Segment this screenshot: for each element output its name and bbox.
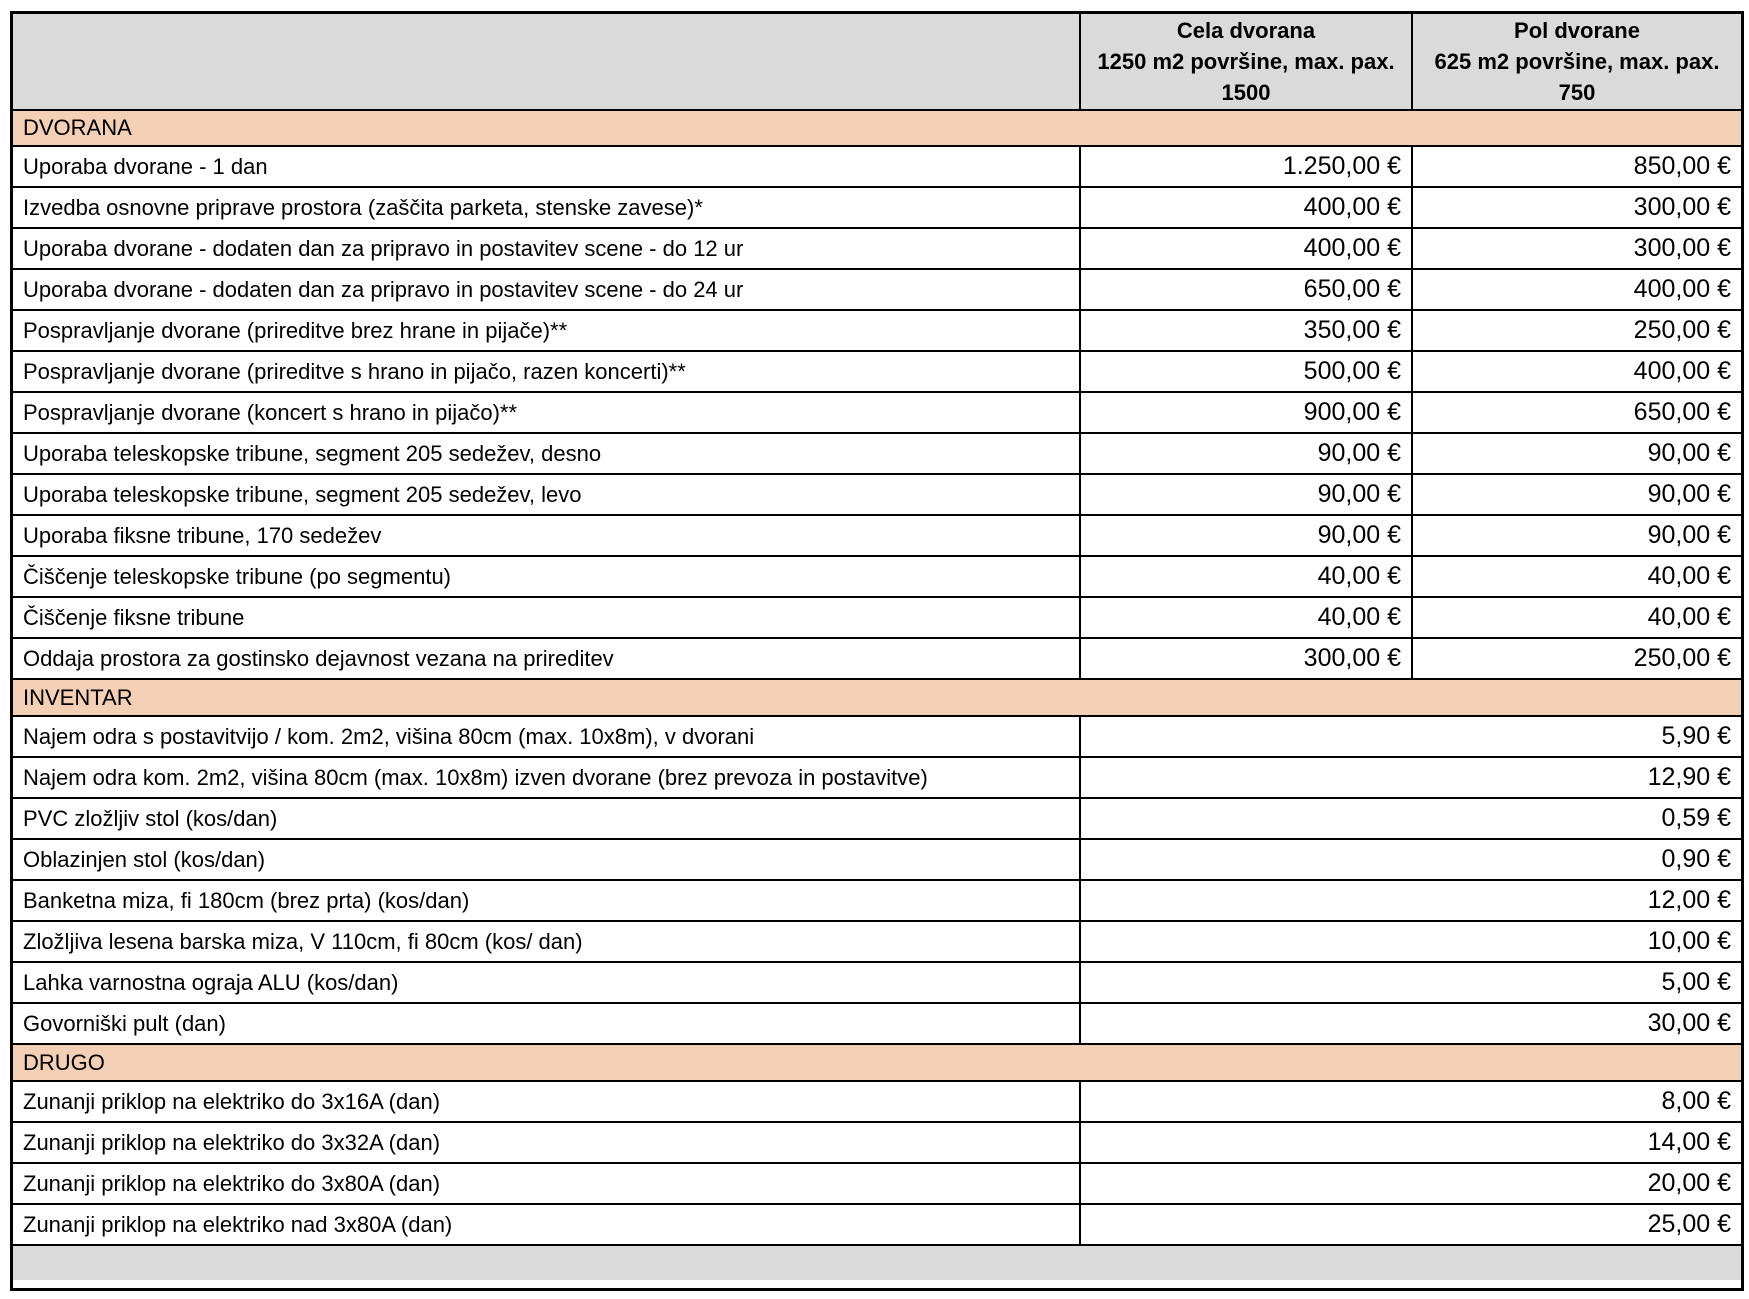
- price-pol: 300,00 €: [1412, 187, 1741, 228]
- item-label: Čiščenje teleskopske tribune (po segmentu): [13, 556, 1080, 597]
- item-label: Zunanji priklop na elektriko nad 3x80A (dan): [13, 1204, 1080, 1245]
- price-cela: 900,00 €: [1080, 392, 1412, 433]
- item-label: Čiščenje fiksne tribune: [13, 597, 1080, 638]
- section-title: DVORANA: [13, 110, 1741, 146]
- price-cell: 5,90 €: [1080, 716, 1741, 757]
- price-sheet: [10, 11, 1744, 1291]
- price-cela: 90,00 €: [1080, 433, 1412, 474]
- price-cela: 400,00 €: [1080, 228, 1412, 269]
- price-cell: 14,00 €: [1080, 1122, 1741, 1163]
- table-row: [13, 1003, 1741, 1044]
- header-cela-area: 1250 m2 površine, max. pax.: [1097, 49, 1395, 74]
- price-cela: 650,00 €: [1080, 269, 1412, 310]
- item-label: Pospravljanje dvorane (prireditve brez hrane in pijače)**: [13, 310, 1080, 351]
- table-row: [13, 310, 1741, 351]
- table-row: [13, 187, 1741, 228]
- price-cela: 90,00 €: [1080, 474, 1412, 515]
- header-row: [13, 14, 1741, 110]
- item-label: Najem odra kom. 2m2, višina 80cm (max. 10x8m) izven dvorane (brez prevoza in postavitve): [13, 757, 1080, 798]
- price-cela: 90,00 €: [1080, 515, 1412, 556]
- price-pol: 90,00 €: [1412, 515, 1741, 556]
- item-label: Izvedba osnovne priprave prostora (zaščita parketa, stenske zavese)*: [13, 187, 1080, 228]
- price-pol: 90,00 €: [1412, 474, 1741, 515]
- price-pol: 40,00 €: [1412, 556, 1741, 597]
- table-row: [13, 228, 1741, 269]
- item-label: Uporaba teleskopske tribune, segment 205 sedežev, levo: [13, 474, 1080, 515]
- price-cell: 20,00 €: [1080, 1163, 1741, 1204]
- item-label: Uporaba fiksne tribune, 170 sedežev: [13, 515, 1080, 556]
- table-row: [13, 1204, 1741, 1245]
- price-cell: 0,90 €: [1080, 839, 1741, 880]
- price-pol: 400,00 €: [1412, 269, 1741, 310]
- price-pol: 40,00 €: [1412, 597, 1741, 638]
- item-label: Zunanji priklop na elektriko do 3x32A (dan): [13, 1122, 1080, 1163]
- table-row: [13, 880, 1741, 921]
- header-pol-area: 625 m2 površine, max. pax.: [1434, 49, 1720, 74]
- footer-row: [13, 1245, 1741, 1280]
- section-title: INVENTAR: [13, 679, 1741, 716]
- header-pol-title: Pol dvorane: [1514, 18, 1640, 43]
- header-cela-title: Cela dvorana: [1176, 18, 1316, 43]
- item-label: Uporaba dvorane - dodaten dan za pripravo in postavitev scene - do 24 ur: [13, 269, 1080, 310]
- table-row: [13, 921, 1741, 962]
- header-pol-dvorane: [1412, 14, 1741, 110]
- table-row: [13, 962, 1741, 1003]
- table-row: [13, 1122, 1741, 1163]
- section-drugo: [13, 1044, 1741, 1081]
- price-pol: 850,00 €: [1412, 146, 1741, 187]
- price-cela: 350,00 €: [1080, 310, 1412, 351]
- table-row: [13, 597, 1741, 638]
- item-label: PVC zložljiv stol (kos/dan): [13, 798, 1080, 839]
- table-row: [13, 716, 1741, 757]
- price-cell: 5,00 €: [1080, 962, 1741, 1003]
- price-cell: 30,00 €: [1080, 1003, 1741, 1044]
- item-label: Uporaba dvorane - dodaten dan za pripravo in postavitev scene - do 12 ur: [13, 228, 1080, 269]
- header-cela-dvorana: [1080, 14, 1412, 110]
- item-label: Banketna miza, fi 180cm (brez prta) (kos/dan): [13, 880, 1080, 921]
- price-cela: 40,00 €: [1080, 556, 1412, 597]
- price-pol: 250,00 €: [1412, 310, 1741, 351]
- item-label: Lahka varnostna ograja ALU (kos/dan): [13, 962, 1080, 1003]
- table-row: [13, 515, 1741, 556]
- table-row: [13, 556, 1741, 597]
- price-cela: 40,00 €: [1080, 597, 1412, 638]
- item-label: Uporaba dvorane - 1 dan: [13, 146, 1080, 187]
- table-row: [13, 146, 1741, 187]
- table-row: [13, 839, 1741, 880]
- price-cell: 12,90 €: [1080, 757, 1741, 798]
- item-label: Pospravljanje dvorane (koncert s hrano in pijačo)**: [13, 392, 1080, 433]
- price-cela: 400,00 €: [1080, 187, 1412, 228]
- price-cell: 12,00 €: [1080, 880, 1741, 921]
- table-row: [13, 798, 1741, 839]
- price-cela: 300,00 €: [1080, 638, 1412, 679]
- item-label: Pospravljanje dvorane (prireditve s hrano in pijačo, razen koncerti)**: [13, 351, 1080, 392]
- table-row: [13, 1163, 1741, 1204]
- footer-cell: [13, 1245, 1741, 1280]
- item-label: Najem odra s postavitvijo / kom. 2m2, višina 80cm (max. 10x8m), v dvorani: [13, 716, 1080, 757]
- table-row: [13, 474, 1741, 515]
- table-row: [13, 351, 1741, 392]
- item-label: Govorniški pult (dan): [13, 1003, 1080, 1044]
- price-pol: 250,00 €: [1412, 638, 1741, 679]
- price-cela: 500,00 €: [1080, 351, 1412, 392]
- price-cela: 1.250,00 €: [1080, 146, 1412, 187]
- table-row: [13, 638, 1741, 679]
- header-cela-pax: 1500: [1221, 80, 1271, 105]
- section-inventar: [13, 679, 1741, 716]
- price-cell: 25,00 €: [1080, 1204, 1741, 1245]
- price-pol: 300,00 €: [1412, 228, 1741, 269]
- item-label: Oblazinjen stol (kos/dan): [13, 839, 1080, 880]
- table-row: [13, 757, 1741, 798]
- price-cell: 10,00 €: [1080, 921, 1741, 962]
- price-cell: 8,00 €: [1080, 1081, 1741, 1122]
- price-table: [13, 14, 1741, 1280]
- section-title: DRUGO: [13, 1044, 1741, 1081]
- section-dvorana: [13, 110, 1741, 146]
- price-pol: 400,00 €: [1412, 351, 1741, 392]
- table-row: [13, 433, 1741, 474]
- header-pol-pax: 750: [1558, 80, 1596, 105]
- header-blank-cell: [13, 14, 1080, 110]
- item-label: Zunanji priklop na elektriko do 3x80A (dan): [13, 1163, 1080, 1204]
- price-pol: 650,00 €: [1412, 392, 1741, 433]
- item-label: Zložljiva lesena barska miza, V 110cm, fi 80cm (kos/ dan): [13, 921, 1080, 962]
- table-row: [13, 392, 1741, 433]
- table-row: [13, 269, 1741, 310]
- price-cell: 0,59 €: [1080, 798, 1741, 839]
- table-row: [13, 1081, 1741, 1122]
- item-label: Uporaba teleskopske tribune, segment 205 sedežev, desno: [13, 433, 1080, 474]
- item-label: Zunanji priklop na elektriko do 3x16A (dan): [13, 1081, 1080, 1122]
- price-pol: 90,00 €: [1412, 433, 1741, 474]
- item-label: Oddaja prostora za gostinsko dejavnost vezana na prireditev: [13, 638, 1080, 679]
